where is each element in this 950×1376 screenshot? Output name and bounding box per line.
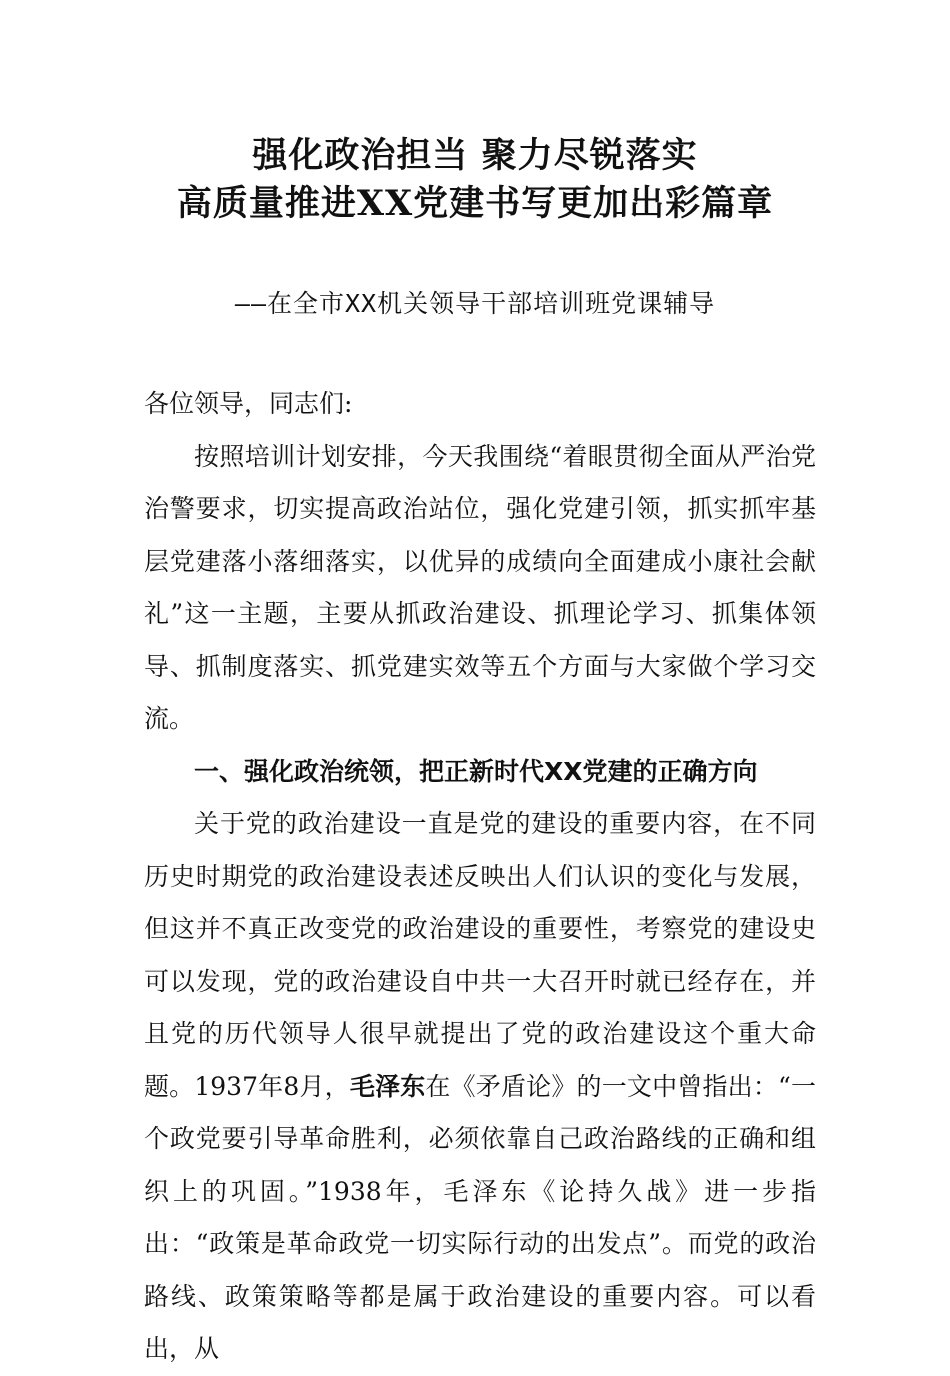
intro-paragraph: 按照培训计划安排，今天我围绕“着眼贯彻全面从严治党治警要求，切实提高政治站位，强化党建引领，抓实抓牢基层党建落小落细落实，以优异的成绩向全面建成小康社会献礼”这一主题，主要从抓政治建设、抓理论学习、抓集体领导、抓制度落实、抓党建实效等五个方面与大家做个学习交流。 — [144, 441, 816, 733]
document-body — [144, 378, 816, 1376]
section-1-text-part-2: 在《矛盾论》的一文中曾指出：“一个政党要引导革命胜利，必须依靠自己政治路线的正确和组织上的巩固。”1938年，毛泽东《论持久战》进一步指出：“政策是革命政党一切实际行动的出发点”。而党的政治路线、政策策略等都是属于政治建设的重要内容。可以看出，从 — [144, 1071, 816, 1363]
section-1-heading: 一、强化政治统领，把正新时代XX党建的正确方向 — [194, 756, 758, 786]
subtitle: ——在全市XX机关领导干部培训班党课辅导 — [234, 289, 716, 318]
title-line-1: 强化政治担当 聚力尽锐落实 — [252, 135, 698, 176]
section-1-highlighted-name: 毛泽东 — [349, 1071, 426, 1101]
greeting: 各位领导，同志们: — [144, 389, 353, 418]
title-line-2: 高质量推进XX党建书写更加出彩篇章 — [176, 183, 774, 224]
section-1-text-part-1: 关于党的政治建设一直是党的建设的重要内容，在不同历史时期党的政治建设表述反映出人们认识的变化与发展，但这并不真正改变党的政治建设的重要性，考察党的建设史可以发现，党的政治建设自中共一大召开时就已经存在，并且党的历代领导人很早就提出了党的政治建设这个重大命题。1937年8月， — [144, 809, 816, 1101]
section-1-paragraph — [144, 798, 816, 1376]
